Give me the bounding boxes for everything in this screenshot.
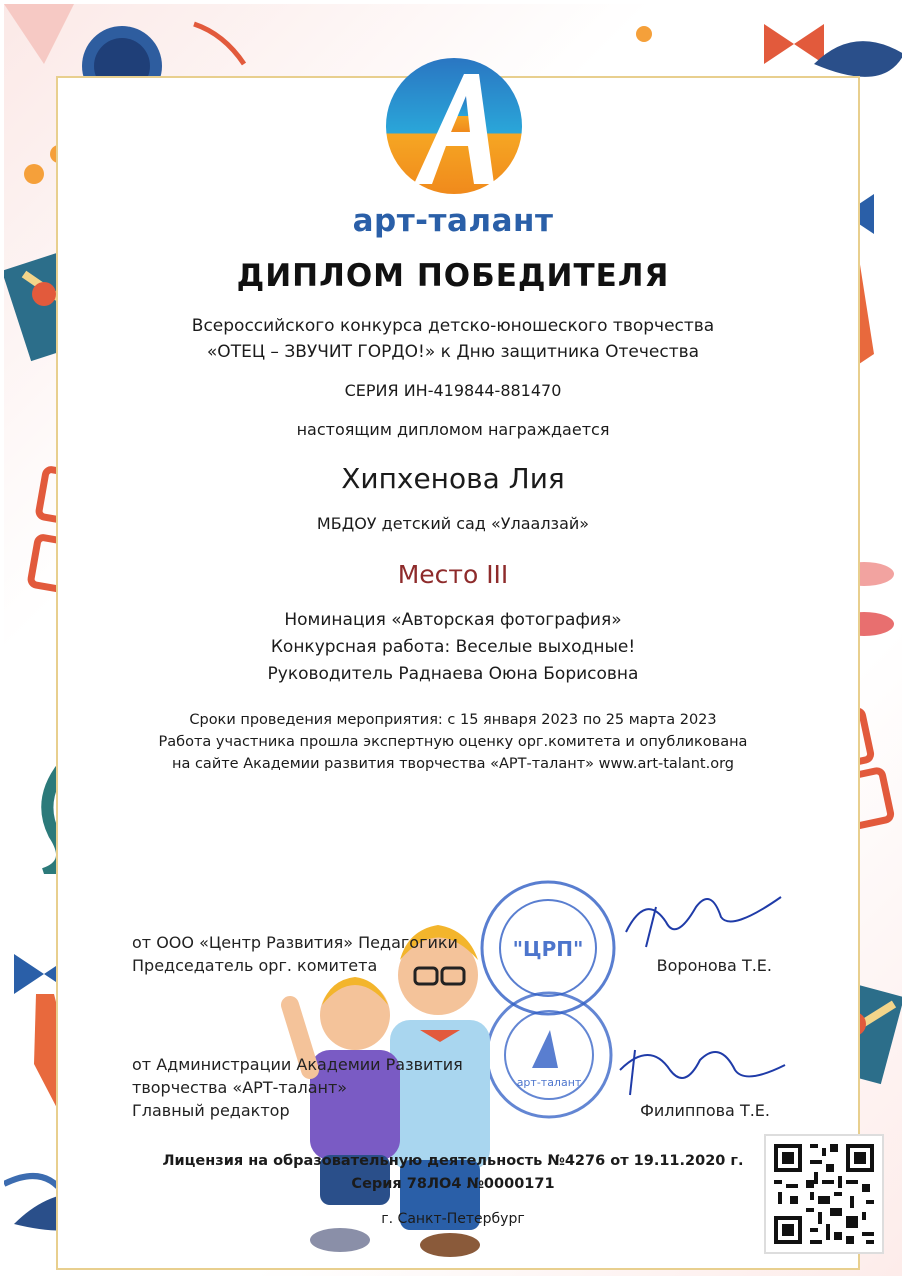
nomination: Номинация «Авторская фотография»: [284, 610, 622, 630]
contest-line-1: Всероссийского конкурса детско-юношеского творчества: [191, 316, 715, 336]
contest-line-2: «ОТЕЦ – ЗВУЧИТ ГОРДО!» к Дню защитника Отечества: [206, 342, 700, 362]
license-line-1: Лицензия на образовательную деятельность №4276 от 19.11.2020 г.: [162, 1153, 744, 1169]
awarded-text: настоящим дипломом награждается: [296, 420, 610, 439]
signature-voronova-icon: [616, 892, 786, 952]
qr-code-icon: [766, 1136, 882, 1252]
license-line-2: Серия 78ЛО4 №0000171: [351, 1176, 555, 1192]
stamp-crp-text: "ЦРП": [512, 937, 584, 961]
org2-line-2: творчества «АРТ-талант»: [132, 1078, 348, 1097]
series-number: СЕРИЯ ИН-419844-881470: [344, 381, 562, 400]
competition-work: Конкурсная работа: Веселые выходные!: [270, 637, 636, 657]
logo-brand-text: арт-талант: [352, 203, 554, 239]
stamp-art-talant-text: арт-талант: [516, 1076, 582, 1089]
supervisor: Руководитель Раднаева Оюна Борисовна: [267, 664, 639, 684]
place-award: Место III: [397, 560, 509, 589]
art-talant-logo-icon: [384, 54, 524, 204]
institution: МБДОУ детский сад «Улаалзай»: [316, 514, 590, 533]
diploma-title: ДИПЛОМ ПОБЕДИТЕЛЯ: [236, 258, 670, 294]
review-line-1: Работа участника прошла экспертную оценку орг.комитета и опубликована: [158, 734, 748, 750]
org1-person: Воронова Т.Е.: [656, 956, 772, 975]
org1-line-2: Председатель орг. комитета: [132, 956, 378, 975]
event-dates: Сроки проведения мероприятия: с 15 января 2023 по 25 марта 2023: [189, 712, 717, 728]
recipient-name: Хипхенова Лия: [341, 462, 565, 495]
review-line-2: на сайте Академии развития творчества «АРТ-талант» www.art-talant.org: [171, 756, 734, 772]
org2-person: Филиппова Т.Е.: [640, 1101, 770, 1120]
org1-line-1: от ООО «Центр Развития» Педагогики: [132, 933, 458, 952]
qr-code[interactable]: [764, 1134, 884, 1254]
org2-line-3: Главный редактор: [132, 1101, 290, 1120]
org2-line-1: от Администрации Академии Развития: [132, 1055, 463, 1074]
signature-filippova-icon: [610, 1040, 790, 1100]
license-city: г. Санкт-Петербург: [381, 1211, 525, 1227]
